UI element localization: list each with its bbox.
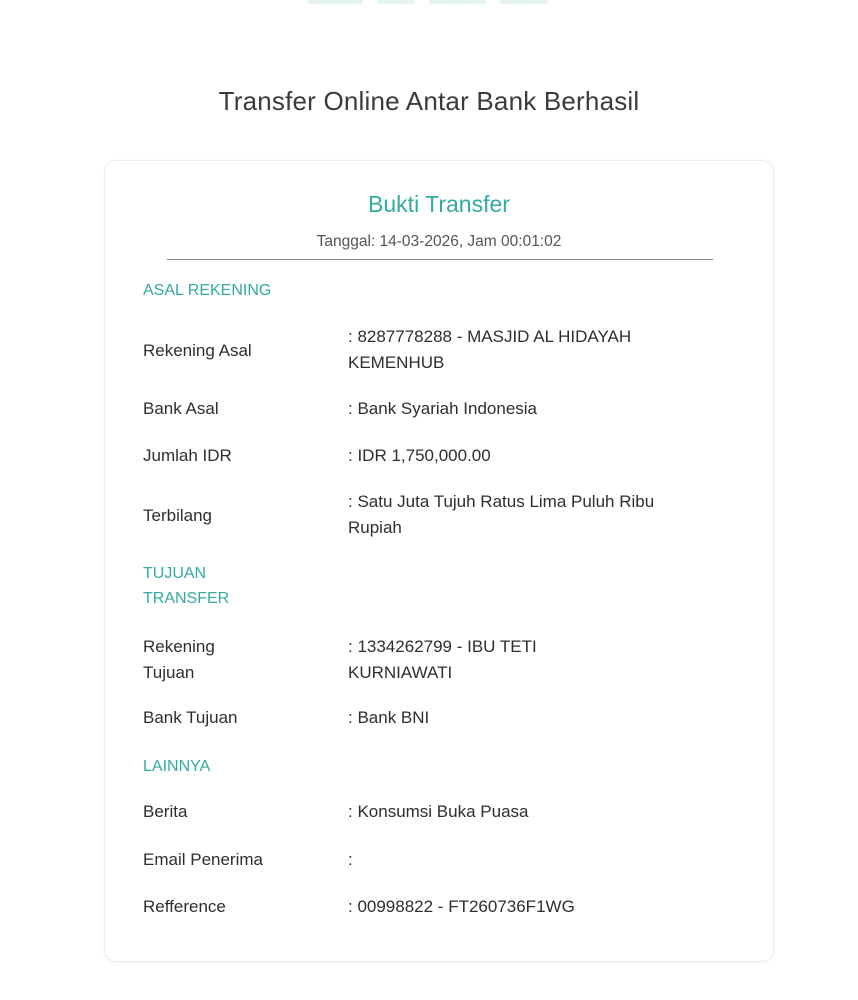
label-terbilang: Terbilang (143, 506, 212, 525)
value-berita: : Konsumsi Buka Puasa (348, 802, 529, 821)
label-email-penerima: Email Penerima (143, 850, 263, 869)
label-refference: Refference (143, 897, 226, 916)
page-title: Transfer Online Antar Bank Berhasil (218, 86, 640, 116)
value-bank-asal: : Bank Syariah Indonesia (348, 399, 538, 418)
section-heading-lainnya: LAINNYA (143, 758, 211, 775)
value-terbilang: : Satu Juta Tujuh Ratus Lima Puluh Ribu Rupiah (348, 492, 655, 537)
label-rekening-tujuan: Rekening Tujuan (143, 637, 215, 682)
section-heading-asal-rekening: ASAL REKENING (143, 282, 272, 299)
value-refference: : 00998822 - FT260736F1WG (348, 897, 575, 916)
transfer-receipt-card (104, 160, 774, 962)
value-email-penerima: : (348, 850, 353, 869)
label-bank-tujuan: Bank Tujuan (143, 708, 238, 727)
label-jumlah-idr: Jumlah IDR (143, 446, 232, 465)
label-berita: Berita (143, 802, 188, 821)
receipt-date: Tanggal: 14-03-2026, Jam 00:01:02 (316, 233, 562, 250)
value-bank-tujuan: : Bank BNI (348, 708, 430, 727)
section-heading-tujuan-transfer: TUJUAN TRANSFER (143, 565, 230, 607)
value-rekening-tujuan: : 1334262799 - IBU TETI KURNIAWATI (348, 637, 537, 682)
logo-fragment (308, 0, 548, 4)
value-jumlah-idr: : IDR 1,750,000.00 (348, 446, 491, 465)
value-rekening-asal: : 8287778288 - MASJID AL HIDAYAH KEMENHUB (348, 327, 632, 372)
receipt-divider (167, 259, 713, 260)
label-rekening-asal: Rekening Asal (143, 341, 252, 360)
label-bank-asal: Bank Asal (143, 399, 219, 418)
receipt-title: Bukti Transfer (368, 191, 510, 217)
